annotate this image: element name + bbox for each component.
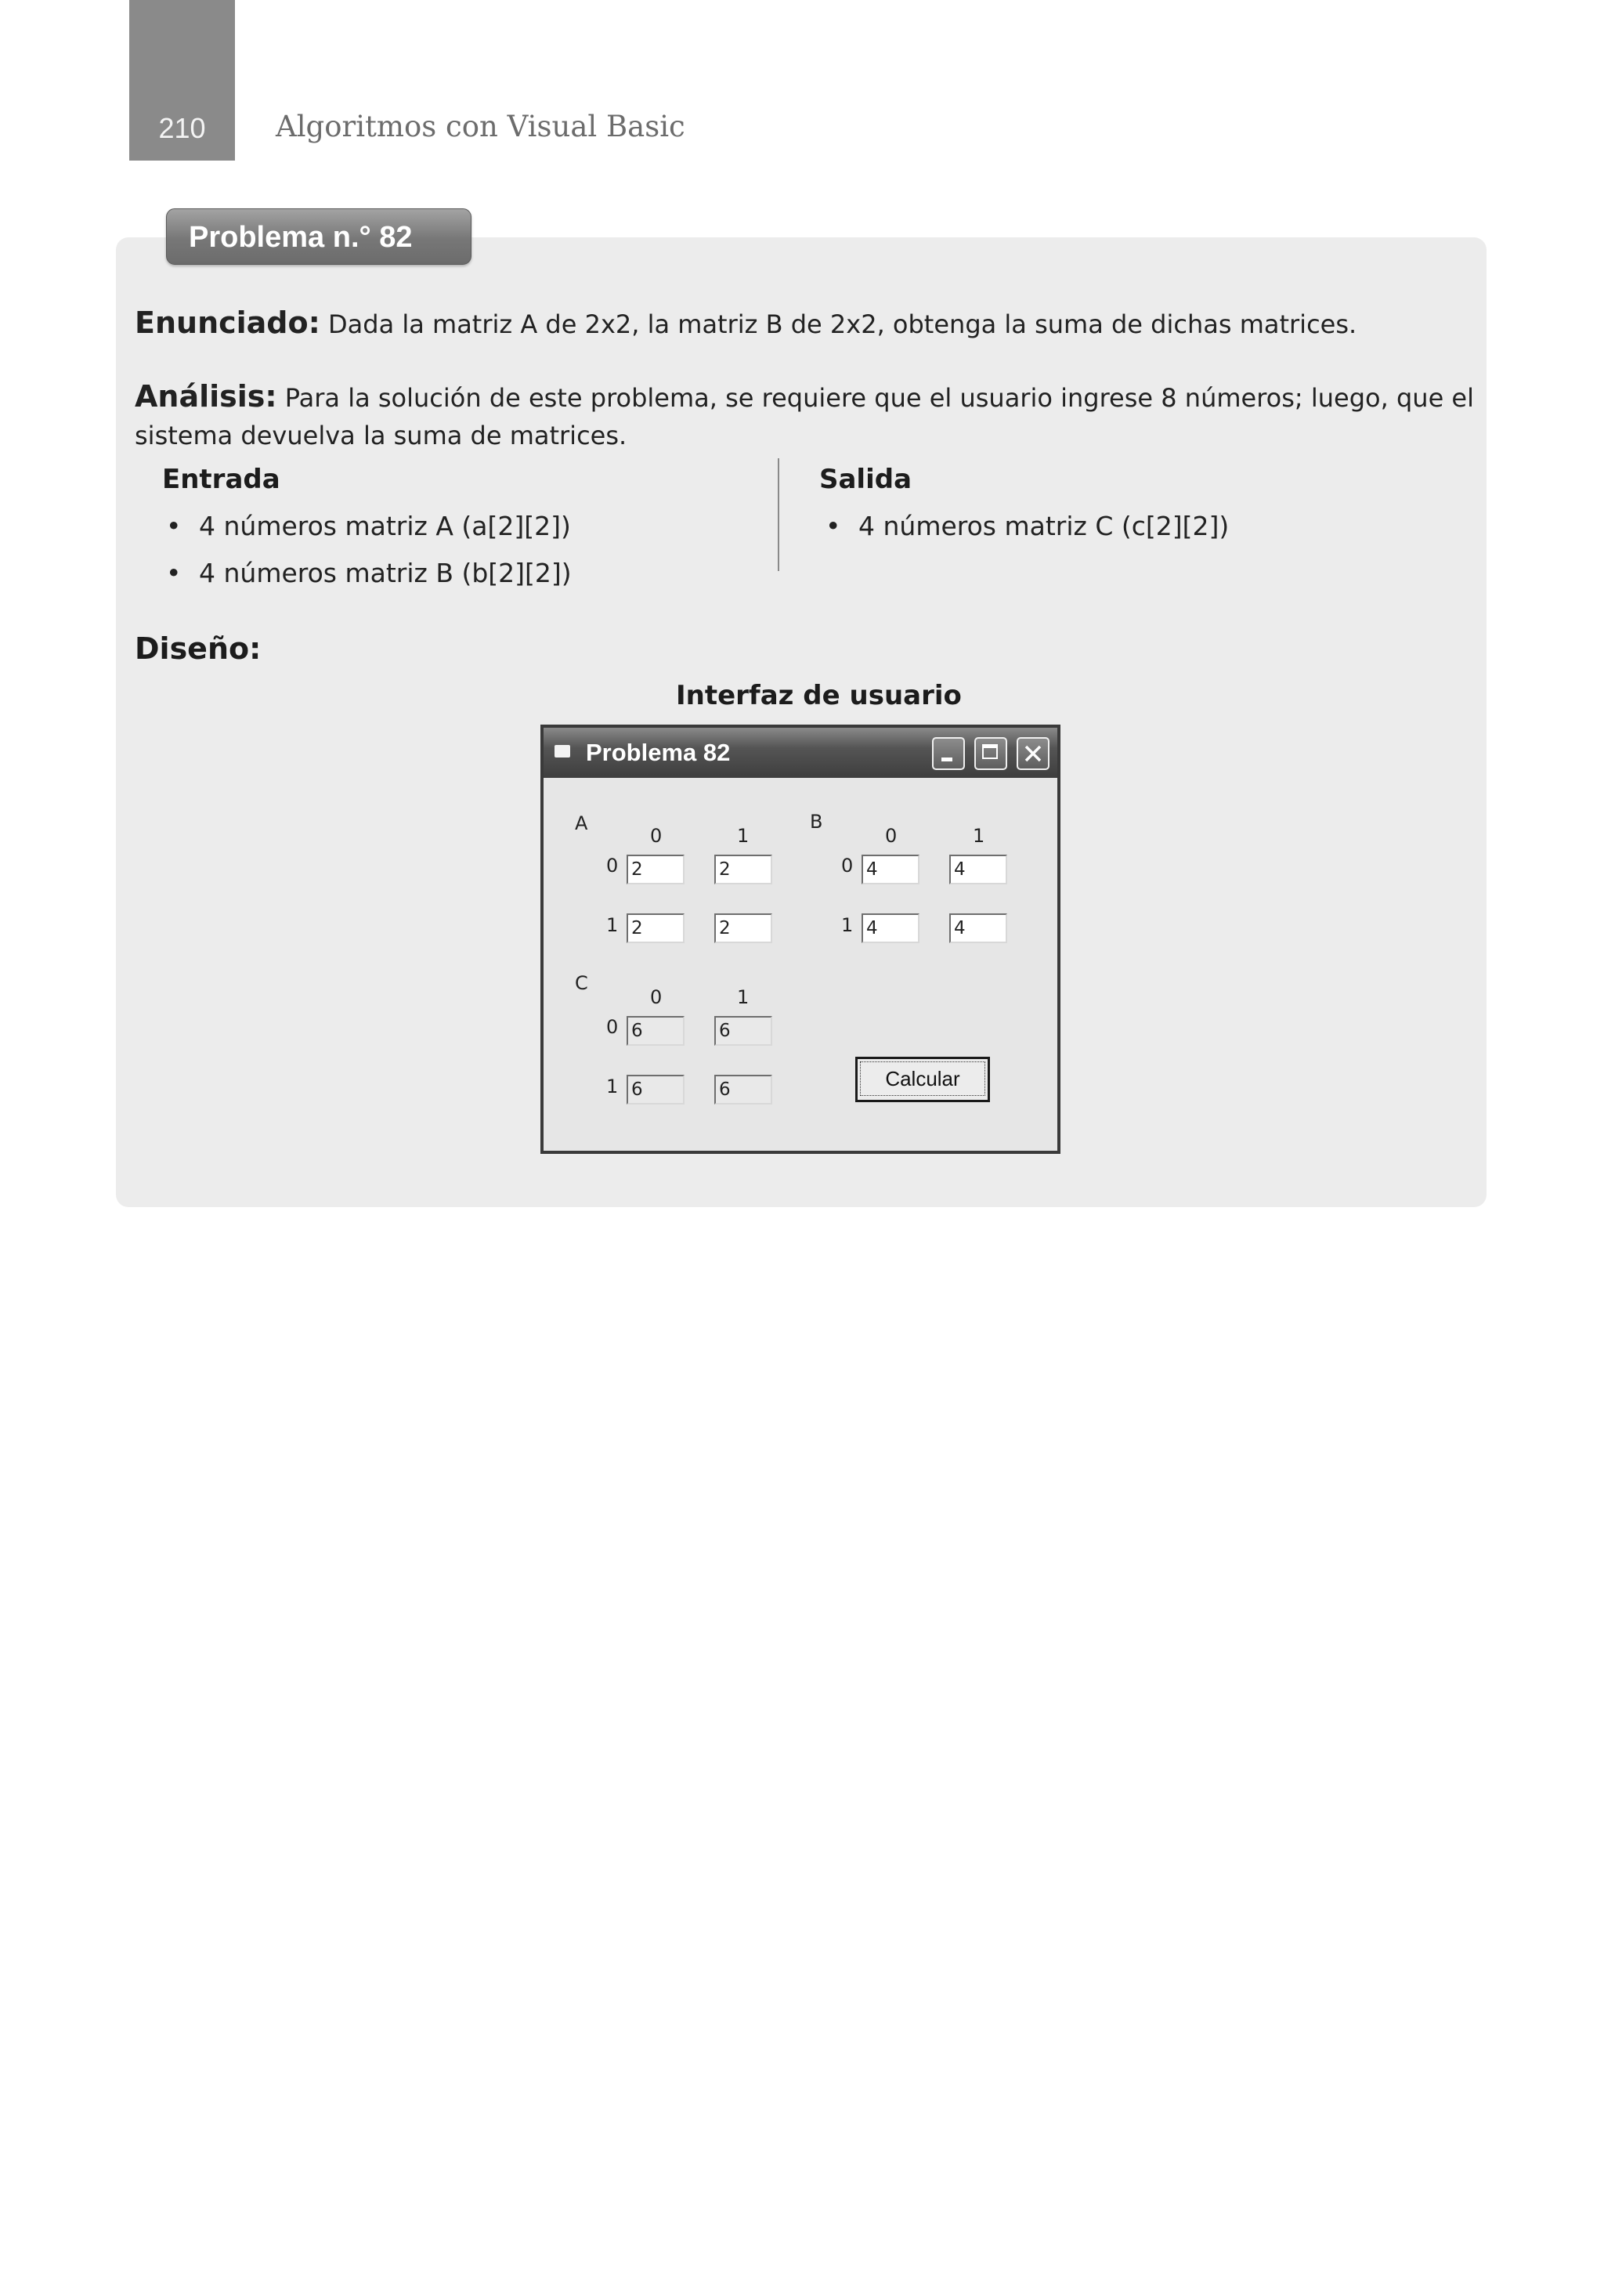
close-button[interactable]: [1017, 737, 1049, 770]
window-title: Problema 82: [586, 739, 731, 766]
problem-label: Problema n.° 82: [166, 208, 471, 265]
entrada-heading: Entrada: [162, 464, 280, 495]
matrix-c-row-label: 1: [606, 1076, 619, 1097]
matrix-b-input[interactable]: 4: [862, 855, 919, 884]
matrix-a-col-label: 1: [737, 825, 750, 847]
matrix-b-input[interactable]: 4: [949, 855, 1007, 884]
matrix-a-row-label: 0: [606, 855, 619, 877]
matrix-b-input[interactable]: 4: [862, 913, 919, 943]
matrix-a-input[interactable]: 2: [714, 855, 772, 884]
matrix-a-input[interactable]: 2: [627, 855, 685, 884]
matrix-a-label: A: [575, 812, 588, 834]
enunciado-label: Enunciado:: [135, 306, 320, 340]
book-title: Algoritmos con Visual Basic: [276, 110, 685, 143]
matrix-b-input[interactable]: 4: [949, 913, 1007, 943]
calcular-button[interactable]: [855, 1057, 990, 1102]
matrix-a-input[interactable]: 2: [627, 913, 685, 943]
matrix-c-col-label: 1: [737, 986, 750, 1008]
matrix-b-col-label: 0: [885, 825, 898, 847]
analisis-text: Para la solución de este problema, se requiere que el usuario ingrese 8 números; luego, que el sistema devuelva la suma de matrices.: [135, 383, 1474, 450]
matrix-b-row-label: 0: [841, 855, 854, 877]
matrix-c-label: C: [575, 972, 588, 994]
matrix-a-input[interactable]: 2: [714, 913, 772, 943]
diseno-heading: Diseño:: [135, 631, 262, 666]
close-icon: [1023, 743, 1043, 764]
entrada-item: • 4 números matriz A (a[2][2]): [199, 511, 571, 541]
salida-item: • 4 números matriz C (c[2][2]): [858, 511, 1229, 541]
minimize-button[interactable]: [932, 737, 965, 770]
form-window: [540, 725, 1060, 1154]
matrix-c-output: 6: [714, 1075, 772, 1105]
column-divider: [778, 458, 779, 571]
matrix-a-col-label: 0: [650, 825, 663, 847]
matrix-c-output: 6: [714, 1016, 772, 1046]
entrada-item: • 4 números matriz B (b[2][2]): [199, 558, 572, 588]
page-number: 210: [158, 112, 206, 144]
window-titlebar[interactable]: [544, 728, 1057, 778]
matrix-b-col-label: 1: [973, 825, 985, 847]
matrix-a-row-label: 1: [606, 914, 619, 936]
calcular-button-label: Calcular: [860, 1061, 985, 1096]
analisis-paragraph: [135, 378, 1476, 454]
matrix-c-row-label: 0: [606, 1016, 619, 1038]
ui-caption: Interfaz de usuario: [676, 680, 962, 711]
enunciado-paragraph: [135, 304, 1476, 343]
enunciado-text: Dada la matriz A de 2x2, la matriz B de 2x2, obtenga la suma de dichas matrices.: [320, 309, 1357, 339]
matrix-b-row-label: 1: [841, 914, 854, 936]
form-icon: [555, 745, 570, 757]
matrix-c-col-label: 0: [650, 986, 663, 1008]
matrix-c-output: 6: [627, 1075, 685, 1105]
matrix-c-output: 6: [627, 1016, 685, 1046]
matrix-b-label: B: [810, 811, 823, 833]
analisis-label: Análisis:: [135, 379, 277, 414]
salida-heading: Salida: [819, 464, 912, 495]
maximize-button[interactable]: [974, 737, 1007, 770]
